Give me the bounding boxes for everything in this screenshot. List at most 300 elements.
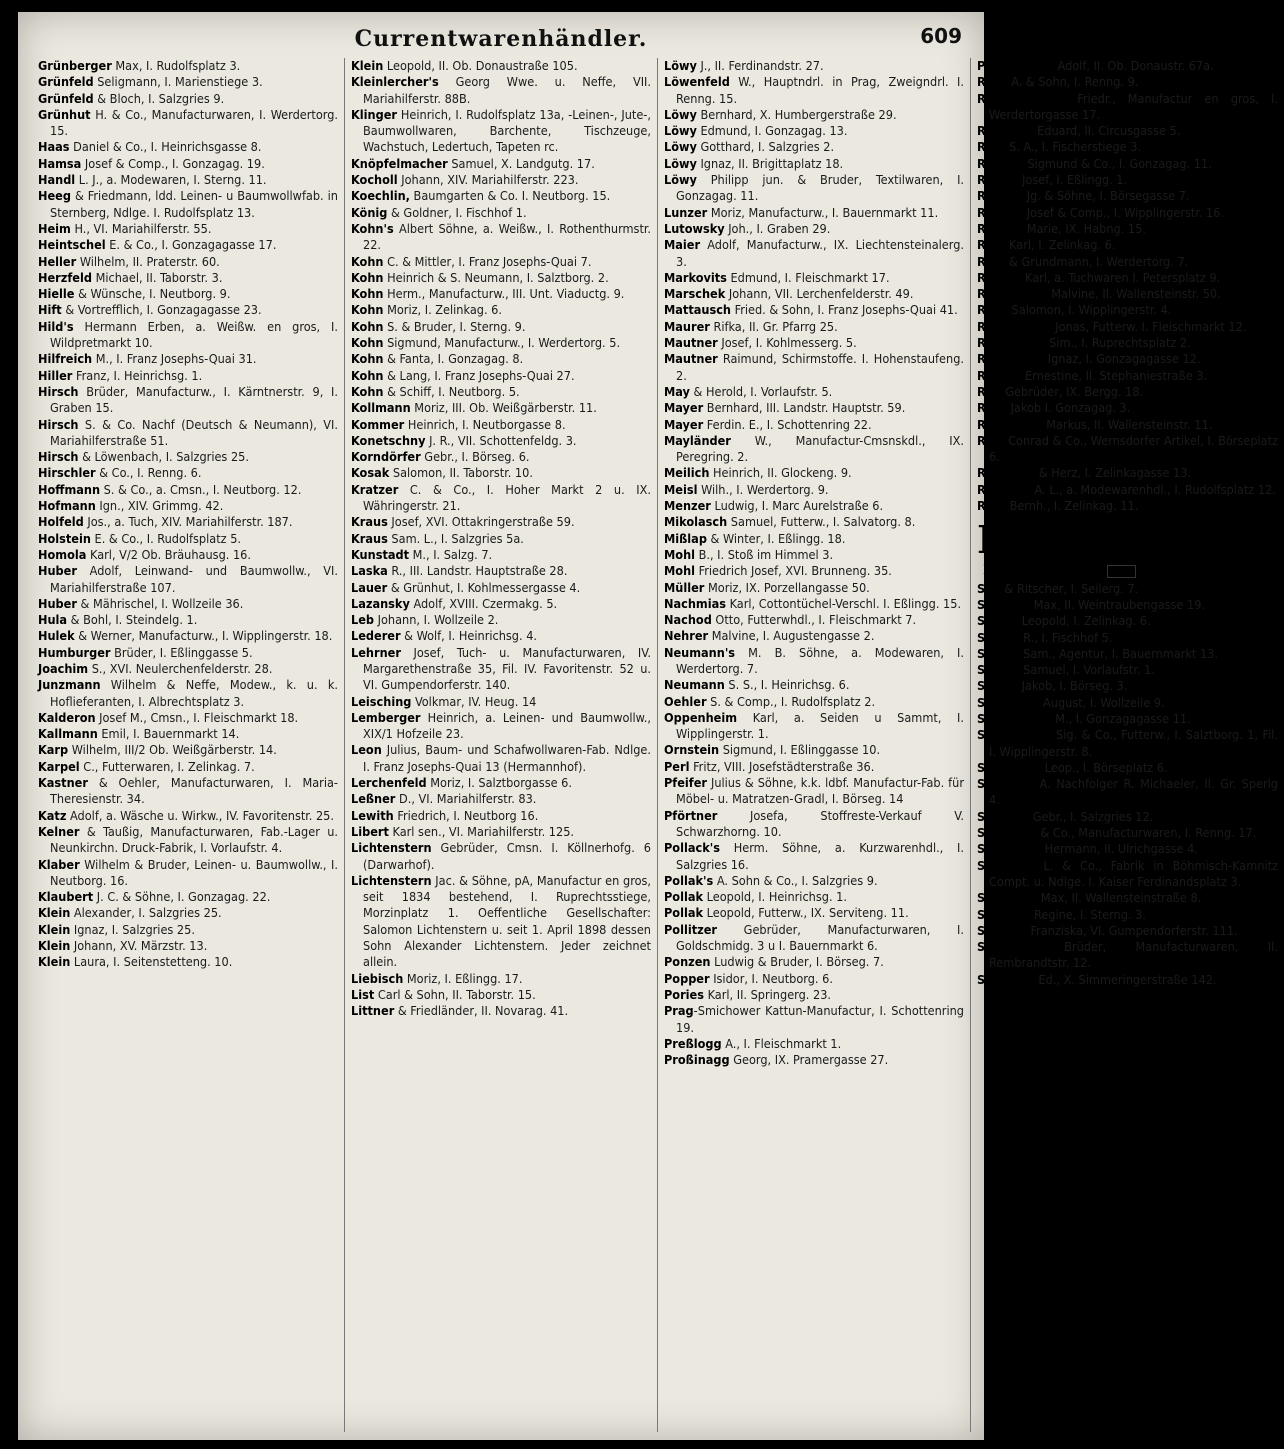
entry-details: Karl, a. Seiden u Sammt, I. Wipplingerstr. 1.	[676, 709, 964, 742]
entry-details: C., Futterwaren, I. Zelinkag. 7.	[79, 758, 255, 774]
directory-entry	[664, 335, 964, 351]
entry-details: Hermann Erben, a. Weißw. en gros, I. Wildpretmarkt 10.	[50, 318, 338, 351]
entry-name: Lichtenstern	[351, 872, 432, 888]
directory-entry	[38, 449, 338, 465]
entry-details: Ferdin. E., I. Schottenring 22.	[703, 416, 872, 432]
directory-entry	[351, 1003, 651, 1019]
entry-details: Fritz, VIII. Josefstädterstraße 36.	[689, 758, 875, 774]
entry-details: & Bloch, I. Salzgries 9.	[93, 90, 225, 106]
entry-name: Ressel	[977, 172, 1019, 188]
directory-entry	[977, 727, 1278, 760]
entry-details: Wilhelm & Bruder, Leinen- u. Baumwollw., I. Neutborg. 16.	[50, 856, 338, 888]
directory-entry	[977, 858, 1278, 891]
directory-entry	[664, 433, 964, 466]
entry-name: Kraus	[351, 530, 388, 546]
directory-entry	[977, 254, 1278, 270]
directory-entry	[977, 907, 1278, 923]
entry-details: & Friedmann, ldd. Leinen- u Baumwollwfab. in Sternberg, Ndlge. I. Rudolfsplatz 13.	[50, 188, 338, 220]
entry-details: M., I. Gonzagagasse 11.	[1051, 710, 1191, 726]
entry-details: Herm., Manufacturw., III. Unt. Viaductg. 9.	[383, 286, 625, 302]
entry-name: Mattausch	[664, 302, 731, 318]
entry-details: S. & Comp., I. Rudolfsplatz 2.	[706, 693, 876, 709]
directory-entry	[977, 498, 1278, 514]
entry-details: Leopold, II. Ob. Donaustraße 105.	[383, 58, 578, 73]
entry-details: Joh., I. Graben 29.	[724, 220, 831, 236]
entry-details: Ignaz, II. Brigittaplatz 18.	[696, 155, 844, 171]
entry-name: Heller	[38, 253, 77, 269]
entry-details: Gebrüder, IX. Bergg. 18.	[1001, 383, 1144, 399]
entry-details: Philipp jun. & Bruder, Textilwaren, I. Gonzagag. 11.	[676, 172, 964, 204]
directory-entry	[977, 482, 1278, 498]
entry-name: Rothmann	[977, 416, 1043, 432]
directory-entry	[977, 384, 1278, 400]
entry-name: Klein	[38, 954, 71, 970]
entry-name: Huber	[38, 563, 77, 579]
entry-name: Handl	[38, 172, 76, 188]
directory-entry	[664, 840, 964, 873]
entry-details: Jakob I. Gonzagag. 3.	[1007, 400, 1131, 416]
directory-entry	[38, 547, 338, 563]
entry-name: Löwy	[664, 123, 697, 139]
directory-entry	[664, 74, 964, 107]
entry-name: Rieß	[977, 237, 1006, 253]
featured-entry-address	[977, 562, 1278, 580]
entry-name: Hilfreich	[38, 351, 93, 367]
entry-details: & Co., I. Renng. 6.	[95, 465, 202, 481]
entry-name: Joachim	[38, 660, 89, 676]
directory-entry	[38, 905, 338, 921]
entry-details: Salomon, I. Wipplingerstr. 4.	[1007, 302, 1172, 318]
directory-entry	[38, 514, 338, 530]
directory-entry	[38, 710, 338, 726]
entry-name: Libert	[351, 823, 389, 839]
entry-details: Brüder, Manufacturwaren, II. Rembrandtstr. 12.	[989, 939, 1278, 971]
entry-name: Oehler	[664, 693, 707, 709]
entry-name: Rudinger	[977, 465, 1036, 481]
column-3	[658, 58, 971, 1432]
directory-entry	[351, 987, 651, 1003]
directory-entry	[351, 400, 651, 416]
entry-name: Löwy	[664, 155, 697, 171]
entry-details: C. & Mittler, I. Franz Josephs-Quai 7.	[383, 253, 592, 269]
entry-name: Hielle	[38, 286, 75, 302]
entry-details: S. & Co. Nachf (Deutsch & Neumann), VI. Mariahilferstraße 51.	[50, 416, 338, 448]
directory-entry	[351, 107, 651, 156]
entry-details: Moriz, Manufacturw., I. Bauernmarkt 11.	[707, 204, 939, 220]
entry-details: & Werner, Manufacturw., I. Wipplingerstr. 18.	[74, 628, 333, 644]
featured-entry-name: Rutz R. A.,	[977, 517, 1214, 563]
directory-entry	[38, 417, 338, 450]
entry-name: Grünfeld	[38, 74, 94, 90]
entry-details: Adolf, Leinwand- und Baumwollw., VI. Mariahilferstraße 107.	[50, 563, 338, 595]
entry-name: Lichtenstern	[351, 840, 432, 856]
directory-entry	[38, 922, 338, 938]
directory-entry	[977, 939, 1278, 972]
directory-entry	[977, 613, 1278, 629]
entry-name: Schein	[977, 645, 1020, 661]
directory-entry	[977, 695, 1278, 711]
directory-entry	[351, 368, 651, 384]
entry-details: & Goldner, I. Fischhof 1.	[387, 204, 527, 220]
directory-entry	[38, 91, 338, 107]
entry-name: Rust	[977, 498, 1006, 514]
directory-entry	[664, 694, 964, 710]
entry-name: Hula	[38, 612, 68, 628]
directory-entry	[351, 873, 651, 971]
directory-entry	[977, 188, 1278, 204]
entry-details: & Fanta, I. Gonzagag. 8.	[383, 351, 524, 367]
entry-details: Ignaz, I. Gonzagagasse 12.	[1044, 351, 1201, 367]
directory-entry	[977, 678, 1278, 694]
directory-entry	[351, 302, 651, 318]
entry-details: Bernhard, X. Humbergerstraße 29.	[696, 106, 897, 122]
entry-details: Jakob, I. Börseg. 3.	[1018, 678, 1128, 694]
entry-details: Jos., a. Tuch, XIV. Mariahilferstr. 187.	[83, 514, 293, 530]
directory-entry	[664, 156, 964, 172]
entry-details: Johann, I. Wollzeile 2.	[374, 612, 499, 628]
directory-entry	[977, 58, 1278, 74]
entry-details: Gebr., I. Börseg. 6.	[420, 449, 530, 465]
entry-name: Richter	[977, 204, 1024, 220]
entry-name: Grünberger	[38, 58, 112, 73]
entry-details: Adolf, II. Ob. Donaustr. 67a.	[1053, 58, 1214, 73]
entry-details: Samuel, I. Vorlaufstr. 1.	[1019, 662, 1155, 678]
entry-details: Wilhelm, III/2 Ob. Weißgärberstr. 14.	[68, 742, 277, 758]
directory-entry	[351, 628, 651, 644]
entry-name: Leb	[351, 612, 375, 628]
directory-entry	[977, 630, 1278, 646]
directory-entry	[664, 221, 964, 237]
directory-entry	[664, 302, 964, 318]
entry-details: Heinrich, II. Glockeng. 9.	[709, 465, 852, 481]
directory-entry	[351, 433, 651, 449]
directory-entry	[664, 808, 964, 841]
entry-details: A. L., a. Modewarenhdl., I. Rudolfsplatz 12.	[1030, 481, 1276, 497]
directory-entry	[38, 270, 338, 286]
entry-details: E. & Co., I. Rudolfsplatz 5.	[90, 530, 242, 546]
entry-name: Mayer	[664, 400, 704, 416]
entry-details: August, I. Wollzeile 9.	[1039, 694, 1165, 710]
entry-details: & Lang, I. Franz Josephs-Quai 27.	[383, 367, 575, 383]
directory-entry	[664, 400, 964, 416]
entry-details: Moriz, I. Salztborgasse 6.	[426, 775, 572, 791]
entry-details: Max, II. Wallensteinstraße 8.	[1037, 890, 1202, 906]
directory-entry	[664, 710, 964, 743]
entry-name: Mayer	[664, 416, 704, 432]
entry-details: Heinrich, I. Rudolfsplatz 13a, -Leinen-, Jute-, Baumwollwaren, Barchente, Tischzeuge, Wachstuch, Ledertuch, Tapeten rc.	[363, 106, 651, 155]
entry-details: Sigmund, I. Eßlinggasse 10.	[719, 742, 881, 758]
entry-details: Regine, I. Sterng. 3.	[1030, 906, 1146, 922]
entry-name: Schmidt	[977, 808, 1030, 824]
entry-name: Schein	[977, 662, 1020, 678]
entry-details: W., Manufactur-Cmsnskdl., IX. Peregring. 2.	[676, 432, 964, 465]
directory-entry	[664, 417, 964, 433]
directory-entry	[38, 286, 338, 302]
directory-entry	[38, 139, 338, 155]
entry-details: & Schiff, I. Neutborg. 5.	[383, 383, 520, 399]
column-1	[32, 58, 345, 1432]
entry-name: Karpel	[38, 758, 80, 774]
entry-name: Hild's	[38, 318, 74, 334]
directory-entry	[351, 563, 651, 579]
entry-name: Pscherhofer	[977, 58, 1054, 73]
entry-name: Hulek	[38, 628, 75, 644]
entry-details: Laura, I. Seitenstetteng. 10.	[70, 954, 233, 970]
entry-name: Kohn	[351, 383, 384, 399]
entry-details: Max, II. Weintraubengasse 19.	[1030, 596, 1206, 612]
directory-entry	[664, 482, 964, 498]
directory-entry	[977, 302, 1278, 318]
directory-entry	[664, 514, 964, 530]
entry-name: Preßlogg	[664, 1035, 722, 1051]
entry-name: Schubert	[977, 939, 1035, 955]
entry-details: & Friedländer, II. Novarag. 41.	[394, 1003, 569, 1019]
entry-details: Sigmund & Co., I. Gonzagag. 11.	[1023, 155, 1212, 171]
entry-name: Popper	[664, 970, 710, 986]
entry-name: Scharf	[977, 613, 1019, 629]
entry-details: Gebr., I. Salzgries 12.	[1029, 808, 1154, 824]
entry-details: Wilhelm & Neffe, Modew., k. u. k. Hoflieferanten, I. Albrechtsplatz 3.	[50, 677, 338, 709]
entry-details: & Winter, I. Eßlingg. 18.	[706, 530, 846, 546]
entry-details: Samuel, Futterw., I. Salvatorg. 8.	[727, 514, 916, 530]
directory-entry	[38, 498, 338, 514]
directory-entry	[351, 775, 651, 791]
entry-details: Albert Söhne, a. Weißw., I. Rothenthurmstr. 22.	[363, 220, 651, 253]
directory-entry	[977, 581, 1278, 597]
entry-details: Rifka, II. Gr. Pfarrg 25.	[709, 318, 838, 334]
entry-name: Rosenbaum	[977, 318, 1052, 334]
entry-name: Holfeld	[38, 514, 84, 530]
directory-entry	[38, 172, 338, 188]
entry-name: Rott	[977, 432, 1005, 448]
entry-name: Klein	[351, 58, 384, 73]
entry-details: Moriz, I. Eßlingg. 17.	[403, 970, 523, 986]
page-number: 609	[920, 24, 962, 48]
entry-name: Schrodt	[977, 922, 1027, 938]
directory-columns	[32, 58, 1278, 1432]
entry-details: Bernh., I. Zelinkag. 11.	[1005, 498, 1139, 514]
directory-entry	[977, 923, 1278, 939]
entry-name: Klein	[38, 921, 71, 937]
entry-name: Lazansky	[351, 595, 410, 611]
directory-entry	[38, 775, 338, 808]
entry-details: R., III. Landstr. Hauptstraße 28.	[387, 563, 568, 579]
entry-details: Raimund, Schirmstoffe. I. Hohenstaufeng. 2.	[676, 351, 964, 383]
entry-details: & Mährischel, I. Wollzeile 36.	[76, 595, 244, 611]
entry-name: Kohn	[351, 302, 384, 318]
directory-entry	[38, 58, 338, 74]
entry-name: Kocholl	[351, 172, 398, 188]
directory-entry	[977, 760, 1278, 776]
entry-details: Seligmann, I. Marienstiege 3.	[93, 74, 263, 90]
directory-entry	[38, 237, 338, 253]
entry-name: Ponzen	[664, 954, 711, 970]
directory-entry	[977, 156, 1278, 172]
directory-entry	[664, 465, 964, 481]
entry-name: Klinger	[351, 106, 397, 122]
entry-name: Huber	[38, 595, 77, 611]
entry-details: Karl, V/2 Ob. Bräuhausg. 16.	[86, 546, 251, 562]
entry-name: Mautner	[664, 351, 718, 367]
entry-name: Löwy	[664, 139, 697, 155]
directory-entry	[351, 254, 651, 270]
entry-details: & Wolf, I. Heinrichsg. 4.	[400, 628, 538, 644]
entry-name: Littner	[351, 1003, 395, 1019]
directory-entry	[664, 1036, 964, 1052]
directory-entry	[977, 368, 1278, 384]
entry-details: W., Hauptndrl. in Prag, Zweigndrl. I. Renng. 15.	[676, 74, 964, 106]
entry-details: Gebrüder, Cmsn. I. Köllnerhofg. 6 (Darwarhof).	[363, 840, 651, 872]
entry-details: A. Sohn & Co., I. Salzgries 9.	[713, 872, 878, 888]
entry-details: Adolf, XVIII. Czermakg. 5.	[409, 595, 558, 611]
entry-details: Ignaz, I. Salzgries 25.	[70, 921, 195, 937]
entry-name: Heim	[38, 220, 71, 236]
directory-entry	[351, 791, 651, 807]
entry-name: Kohn	[351, 318, 384, 334]
entry-name: Schreier	[977, 906, 1031, 922]
entry-name: Schein	[977, 629, 1020, 645]
directory-entry	[351, 74, 651, 107]
directory-entry	[351, 840, 651, 873]
entry-details: & Löwenbach, I. Salzgries 25.	[78, 449, 249, 465]
entry-name: Holstein	[38, 530, 91, 546]
entry-name: Kohn	[351, 253, 384, 269]
entry-name: Kleinlercher's	[351, 74, 439, 90]
directory-entry	[977, 890, 1278, 906]
directory-entry	[351, 351, 651, 367]
directory-entry	[977, 776, 1278, 809]
entry-details: Conrad & Co., Wernsdorfer Artikel, I. Börseplatz 6.	[989, 432, 1278, 465]
entry-name: Hofmann	[38, 498, 96, 514]
entry-name: Klaber	[38, 856, 80, 872]
directory-entry	[351, 465, 651, 481]
entry-name: Raaz	[977, 74, 1008, 90]
directory-entry	[38, 465, 338, 481]
entry-details: Josef, Tuch- u. Manufacturwaren, IV. Margarethenstraße 35, Fil. IV. Favoritenstr. 52 u. VI. Gumpendorferstr. 140.	[363, 644, 651, 693]
entry-name: Katz	[38, 807, 67, 823]
entry-name: Mayländer	[664, 432, 731, 448]
entry-name: Maier	[664, 237, 701, 253]
entry-name: Schimann	[977, 694, 1040, 710]
directory-entry	[977, 972, 1278, 988]
entry-name: Ratzersdorfer	[977, 90, 1066, 106]
entry-details: Bernhard, III. Landstr. Hauptstr. 59.	[703, 400, 906, 416]
entry-details: Malvine, II. Wallensteinstr. 50.	[1047, 286, 1221, 302]
entry-name: Humburger	[38, 644, 111, 660]
entry-name: Marschek	[664, 286, 726, 302]
directory-entry	[664, 286, 964, 302]
entry-details: Samuel, X. Landgutg. 17.	[447, 155, 595, 171]
entry-details: Heinrich, a. Leinen- und Baumwollw., XIX/1 Hofzeile 23.	[363, 709, 651, 742]
directory-entry	[977, 351, 1278, 367]
entry-name: Nehrer	[664, 628, 709, 644]
entry-name: Mohl	[664, 563, 696, 579]
entry-name: Lehrner	[351, 644, 401, 660]
directory-entry	[38, 596, 338, 612]
directory-entry	[664, 742, 964, 758]
featured-entry-street: I. Schottenring 14.	[983, 562, 1104, 578]
directory-entry	[351, 335, 651, 351]
entry-details: R., I. Fischhof 5.	[1019, 629, 1113, 645]
entry-name: Meisl	[664, 481, 698, 497]
directory-entry	[977, 286, 1278, 302]
entry-details: Brüder, Manufacturw., I. Kärntnerstr. 9, I. Graben 15.	[50, 383, 338, 416]
entry-name: Schratter	[977, 890, 1038, 906]
entry-details: M. B. Söhne, a. Modewaren, I. Werdertorg. 7.	[676, 644, 964, 676]
entry-name: Hiller	[38, 367, 73, 383]
entry-name: Liebisch	[351, 970, 404, 986]
entry-details: Leop., I. Börseplatz 6.	[1041, 759, 1168, 775]
directory-entry	[977, 597, 1278, 613]
entry-details: Franz, I. Heinrichsg. 1.	[72, 367, 203, 383]
directory-entry	[977, 335, 1278, 351]
entry-name: Hamsa	[38, 155, 82, 171]
entry-details: Sam. L., I. Salzgries 5a.	[387, 530, 524, 546]
entry-name: Schneider	[977, 841, 1041, 857]
entry-name: Kalderon	[38, 709, 96, 725]
directory-entry	[664, 759, 964, 775]
entry-name: Rose	[977, 302, 1008, 318]
entry-name: Hirsch	[38, 383, 79, 399]
entry-name: Schmiedt	[977, 825, 1037, 841]
directory-entry	[351, 547, 651, 563]
entry-name: Meilich	[664, 465, 710, 481]
entry-name: Neumann	[664, 677, 725, 693]
entry-name: Maurer	[664, 318, 710, 334]
directory-entry	[38, 645, 338, 661]
directory-entry	[977, 123, 1278, 139]
directory-entry	[664, 172, 964, 205]
entry-details: M., I. Salzg. 7.	[409, 546, 493, 562]
entry-details: Max, I. Rudolfsplatz 3.	[111, 58, 241, 73]
entry-name: List	[351, 986, 375, 1002]
directory-entry	[351, 319, 651, 335]
directory-entry	[38, 612, 338, 628]
entry-details: & Bohl, I. Steindelg. 1.	[67, 612, 198, 628]
entry-name: Mautner	[664, 335, 718, 351]
entry-details: Leopold, Futterw., IX. Serviteng. 11.	[703, 905, 909, 921]
directory-page	[18, 12, 1278, 1440]
entry-name: May	[664, 383, 690, 399]
entry-name: Kohn	[351, 286, 384, 302]
directory-entry	[664, 1052, 964, 1068]
entry-details: -Smichower Kattun-Manufactur, I. Schottenring 19.	[676, 1003, 964, 1035]
entry-details: & Vortrefflich, I. Gonzagagasse 23.	[61, 302, 262, 318]
entry-details: Edmund, I. Fleischmarkt 17.	[726, 269, 890, 285]
entry-details: & Herold, I. Vorlaufstr. 5.	[689, 383, 833, 399]
entry-details: & Grundmann, I. Werdertorg. 7.	[1005, 253, 1189, 269]
entry-details: Alexander, I. Salzgries 25.	[70, 905, 222, 921]
directory-entry	[664, 889, 964, 905]
entry-details: D., VI. Mariahilferstr. 83.	[395, 791, 537, 807]
entry-name: Schlesinger	[977, 710, 1052, 726]
entry-name: Laska	[351, 563, 388, 579]
entry-name: Leßner	[351, 791, 396, 807]
entry-details: Johann, XIV. Mariahilferstr. 223.	[397, 172, 579, 188]
entry-details: Marie, IX. Habng. 15.	[1023, 220, 1146, 236]
entry-name: Perl	[664, 758, 690, 774]
entry-details: H. & Co., Manufacturwaren, I. Werdertorg. 15.	[50, 106, 338, 139]
directory-entry	[664, 596, 964, 612]
directory-entry	[664, 971, 964, 987]
directory-entry	[977, 237, 1278, 253]
directory-entry	[664, 1003, 964, 1036]
entry-name: Kunstadt	[351, 546, 410, 562]
entry-details: & Taußig, Manufacturwaren, Fab.-Lager u. Neunkirchn. Druck-Fabrik, I. Vorlaufstr. 4.	[50, 823, 338, 856]
column-2	[345, 58, 658, 1432]
directory-entry	[38, 74, 338, 90]
entry-name: Kelner	[38, 823, 80, 839]
